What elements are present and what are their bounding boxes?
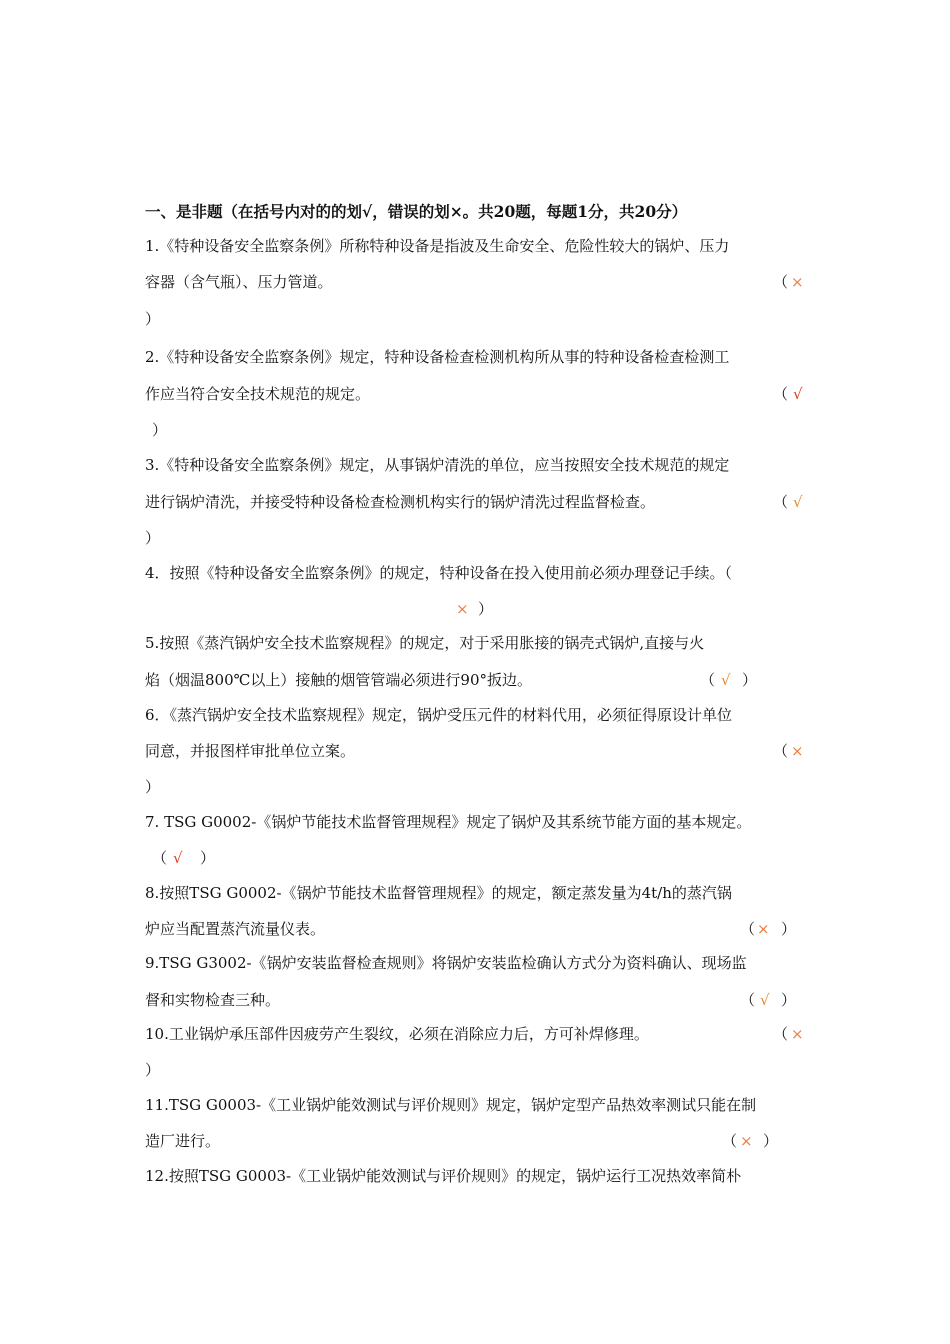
question-10-open-paren: （: [773, 1025, 789, 1043]
question-7-close-paren: ）: [200, 849, 216, 867]
question-11-answer-mark: ×: [740, 1132, 753, 1150]
question-9-line-1: 9.TSG G3002-《锅炉安装监督检查规则》将锅炉安装监检确认方式分为资料确认、现场监: [145, 954, 747, 972]
question-8-answer-mark: ×: [757, 920, 770, 938]
question-5-open-paren: （: [700, 671, 716, 689]
question-10-line-1: 10.工业锅炉承压部件因疲劳产生裂纹，必须在消除应力后，方可补焊修理。: [145, 1025, 649, 1043]
question-5-answer-mark: √: [721, 671, 731, 689]
question-3-line-1: 3.《特种设备安全监察条例》规定，从事锅炉清洗的单位，应当按照安全技术规范的规定: [145, 456, 730, 474]
question-1-line-2: 容器（含气瓶）、压力管道。: [145, 273, 333, 291]
question-9-open-paren: （: [740, 991, 756, 1009]
question-11-open-paren: （: [722, 1132, 738, 1150]
question-2-line-2: 作应当符合安全技术规范的规定。: [145, 385, 371, 403]
question-3-answer-mark: √: [793, 493, 803, 511]
question-11-line-2: 造厂进行。: [145, 1132, 221, 1150]
question-3-close-paren: ）: [145, 529, 161, 547]
question-2-open-paren: （: [773, 385, 789, 403]
question-5-close-paren: ）: [742, 671, 758, 689]
question-6-line-2: 同意，并报图样审批单位立案。: [145, 742, 356, 760]
question-7-answer-mark: √: [173, 849, 183, 867]
question-3-open-paren: （: [773, 493, 789, 511]
question-10-answer-mark: ×: [791, 1025, 804, 1043]
question-5-line-1: 5.按照《蒸汽锅炉安全技术监察规程》的规定，对于采用胀接的锅壳式锅炉,直接与火: [145, 634, 705, 652]
question-4-close-paren: ）: [478, 600, 494, 618]
question-5-line-2: 焰（烟温800℃以上）接触的烟管管端必须进行90°扳边。: [145, 671, 532, 689]
question-6-line-1: 6．《蒸汽锅炉安全技术监察规程》规定，锅炉受压元件的材料代用，必须征得原设计单位: [145, 706, 733, 724]
question-12-line-1: 12.按照TSG G0003-《工业锅炉能效测试与评价规则》的规定，锅炉运行工况热效率简朴: [145, 1167, 742, 1185]
section-heading: 一、是非题（在括号内对的的划√，错误的划×。共20题，每题1分，共20分）: [145, 202, 688, 221]
question-6-close-paren: ）: [145, 778, 161, 796]
question-3-line-2: 进行锅炉清洗，并接受特种设备检查检测机构实行的锅炉清洗过程监督检查。: [145, 493, 656, 511]
question-8-close-paren: ）: [781, 920, 797, 938]
question-8-open-paren: （: [740, 920, 756, 938]
question-11-close-paren: ）: [763, 1132, 779, 1150]
question-2-line-1: 2.《特种设备安全监察条例》规定，特种设备检查检测机构所从事的特种设备检查检测工: [145, 348, 730, 366]
question-2-close-paren: ）: [152, 421, 168, 439]
question-11-line-1: 11.TSG G0003-《工业锅炉能效测试与评价规则》规定，锅炉定型产品热效率测试只能在制: [145, 1096, 757, 1114]
question-7-line-1: 7. TSG G0002-《锅炉节能技术监督管理规程》规定了锅炉及其系统节能方面的基本规定。: [145, 813, 752, 831]
question-9-close-paren: ）: [781, 991, 797, 1009]
question-9-answer-mark: √: [760, 991, 770, 1009]
question-6-open-paren: （: [773, 742, 789, 760]
question-9-line-2: 督和实物检查三种。: [145, 991, 281, 1009]
question-1-close-paren: ）: [145, 310, 161, 328]
question-7-open-paren: （: [152, 849, 168, 867]
question-6-answer-mark: ×: [791, 742, 804, 760]
question-10-close-paren: ）: [145, 1061, 161, 1079]
question-1-answer-mark: ×: [791, 273, 804, 291]
question-4-answer-mark: ×: [456, 600, 469, 618]
question-8-line-1: 8.按照TSG G0002-《锅炉节能技术监督管理规程》的规定，额定蒸发量为4t/h的蒸汽锅: [145, 884, 732, 902]
question-1-line-1: 1.《特种设备安全监察条例》所称特种设备是指波及生命安全、危险性较大的锅炉、压力: [145, 237, 730, 255]
question-8-line-2: 炉应当配置蒸汽流量仪表。: [145, 920, 326, 938]
question-2-answer-mark: √: [793, 385, 803, 403]
question-1-open-paren: （: [773, 273, 789, 291]
question-4-line-1: 4．按照《特种设备安全监察条例》的规定，特种设备在投入使用前必须办理登记手续。（: [145, 564, 733, 582]
